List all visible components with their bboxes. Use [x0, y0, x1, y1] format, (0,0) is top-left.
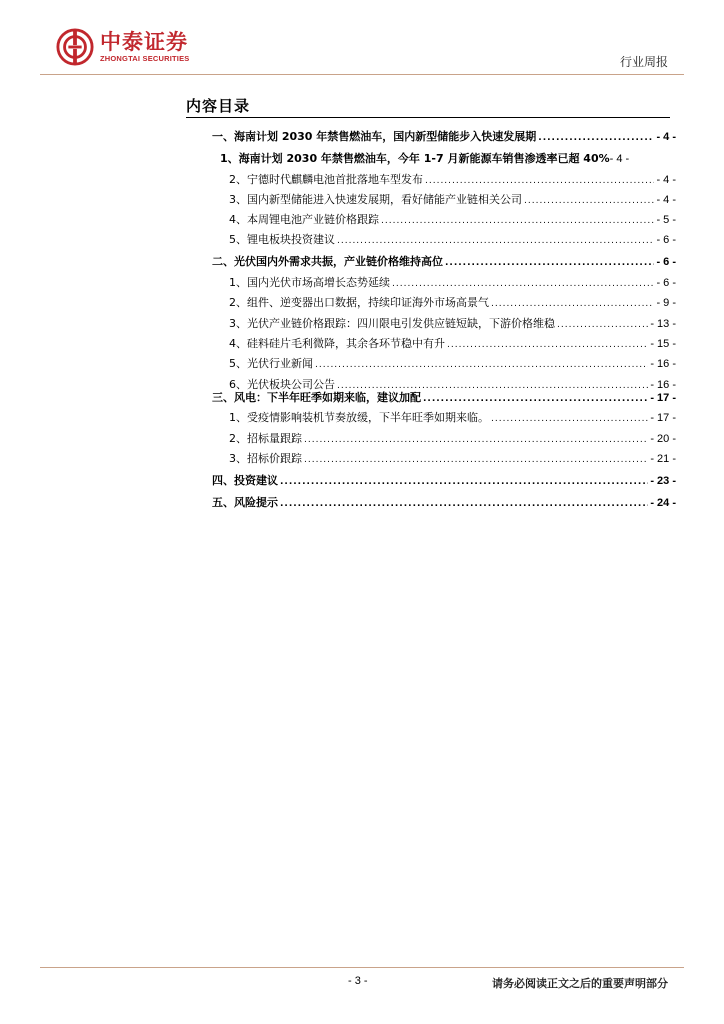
- toc-entry-section-5[interactable]: [212, 496, 676, 511]
- toc-entry-page: - 6 -: [656, 277, 676, 289]
- toc-entry-label: 2、招标量跟踪: [229, 432, 302, 445]
- toc-entry-page: - 24 -: [650, 497, 676, 509]
- toc-entry-2-5[interactable]: [229, 357, 676, 372]
- footer-divider: [40, 967, 684, 968]
- toc-entry-page: - 20 -: [650, 433, 676, 445]
- toc-entry-label: 2、宁德时代麒麟电池首批落地车型发布: [229, 173, 423, 186]
- toc-entry-label: 一、海南计划 2030 年禁售燃油车，国内新型储能步入快速发展期: [212, 130, 537, 143]
- toc-leader-dots: [315, 358, 648, 372]
- toc-entry-page: - 23 -: [650, 475, 676, 487]
- toc-title: 内容目录: [186, 97, 251, 115]
- toc-entry-page: - 9 -: [656, 297, 676, 309]
- toc-leader-dots: [337, 234, 654, 248]
- toc-leader-dots: [392, 277, 654, 291]
- toc-leader-dots: [304, 453, 648, 467]
- toc-entry-page: - 4 -: [656, 194, 676, 206]
- toc-entry-2-4[interactable]: [229, 337, 676, 352]
- toc-entry-label: 二、光伏国内外需求共振，产业链价格维持高位: [212, 255, 443, 268]
- logo-chinese-name: 中泰证券: [100, 30, 188, 54]
- toc-entry-page: - 6 -: [656, 234, 676, 246]
- toc-entry-2-3[interactable]: [229, 317, 676, 332]
- toc-entry-1-1[interactable]: [220, 152, 676, 167]
- toc-entry-2-1[interactable]: [229, 276, 676, 291]
- toc-entry-1-4[interactable]: [229, 213, 676, 228]
- toc-entry-label: 五、风险提示: [212, 496, 278, 509]
- toc-entry-page: - 17 -: [650, 392, 676, 404]
- toc-entry-page: - 4 -: [609, 153, 630, 165]
- toc-entry-page: - 5 -: [656, 214, 676, 226]
- toc-entry-page: - 17 -: [650, 412, 676, 424]
- toc-entry-label: 1、海南计划 2030 年禁售燃油车，今年 1-7 月新能源车销售渗透率已超 40%: [220, 152, 610, 165]
- toc-leader-dots: [280, 475, 648, 489]
- report-type-label: 行业周报: [619, 55, 668, 69]
- toc-leader-dots: [538, 131, 654, 145]
- toc-entry-label: 四、投资建议: [212, 474, 278, 487]
- header-divider: [40, 74, 684, 75]
- toc-leader-dots: [557, 318, 648, 332]
- toc-entry-3-3[interactable]: [229, 452, 676, 467]
- toc-entry-3-2[interactable]: [229, 432, 676, 447]
- toc-entry-3-1[interactable]: [229, 411, 676, 426]
- toc-leader-dots: [280, 497, 648, 511]
- toc-leader-dots: [491, 412, 648, 426]
- toc-entry-1-5[interactable]: [229, 233, 676, 248]
- toc-entry-page: - 21 -: [650, 453, 676, 465]
- toc-entry-section-2[interactable]: [212, 255, 676, 270]
- toc-entry-label: 5、锂电板块投资建议: [229, 233, 335, 246]
- toc-entry-page: - 6 -: [656, 256, 676, 268]
- toc-leader-dots: [445, 256, 654, 270]
- toc-leader-dots: [304, 433, 648, 447]
- toc-entry-2-2[interactable]: [229, 296, 676, 311]
- toc-entry-page: - 13 -: [650, 318, 676, 330]
- toc-leader-dots: [425, 174, 654, 188]
- toc-entry-label: 5、光伏行业新闻: [229, 357, 313, 370]
- toc-title-divider: [186, 117, 670, 118]
- toc-entry-1-2[interactable]: [229, 173, 676, 188]
- toc-leader-dots: [423, 392, 648, 406]
- toc-entry-label: 4、本周锂电池产业链价格跟踪: [229, 213, 379, 226]
- toc-entry-label: 1、受疫情影响装机节奏放缓，下半年旺季如期来临。: [229, 411, 489, 424]
- toc-entry-label: 1、国内光伏市场高增长态势延续: [229, 276, 390, 289]
- toc-entry-page: - 16 -: [650, 379, 676, 391]
- toc-entry-1-3[interactable]: [229, 193, 676, 208]
- toc-entry-label: 6、光伏板块公司公告: [229, 378, 335, 391]
- toc-entry-section-4[interactable]: [212, 474, 676, 489]
- toc-entry-page: - 16 -: [650, 358, 676, 370]
- disclaimer-text: 请务必阅读正文之后的重要声明部分: [492, 977, 668, 990]
- toc-leader-dots: [491, 297, 654, 311]
- toc-leader-dots: [447, 338, 648, 352]
- toc-leader-dots: [381, 214, 654, 228]
- toc-entry-label: 2、组件、逆变器出口数据，持续印证海外市场高景气: [229, 296, 489, 309]
- toc-entry-label: 3、国内新型储能进入快速发展期，看好储能产业链相关公司: [229, 193, 522, 206]
- toc-entry-label: 3、招标价跟踪: [229, 452, 302, 465]
- page-number: - 3 -: [348, 975, 368, 987]
- toc-entry-label: 3、光伏产业链价格跟踪：四川限电引发供应链短缺，下游价格维稳: [229, 317, 555, 330]
- company-logo: [56, 28, 190, 66]
- toc-entry-label: 三、风电：下半年旺季如期来临，建议加配: [212, 391, 421, 404]
- toc-entry-section-1[interactable]: [212, 130, 676, 145]
- toc-entry-page: - 4 -: [656, 174, 676, 186]
- toc-leader-dots: [524, 194, 654, 208]
- zhongtai-logo-icon: [56, 28, 94, 66]
- toc-entry-label: 4、硅料硅片毛利微降，其余各环节稳中有升: [229, 337, 445, 350]
- toc-entry-section-3[interactable]: [212, 391, 676, 406]
- logo-english-name: ZHONGTAI SECURITIES: [100, 54, 190, 63]
- toc-entry-page: - 4 -: [656, 131, 676, 143]
- toc-entry-page: - 15 -: [650, 338, 676, 350]
